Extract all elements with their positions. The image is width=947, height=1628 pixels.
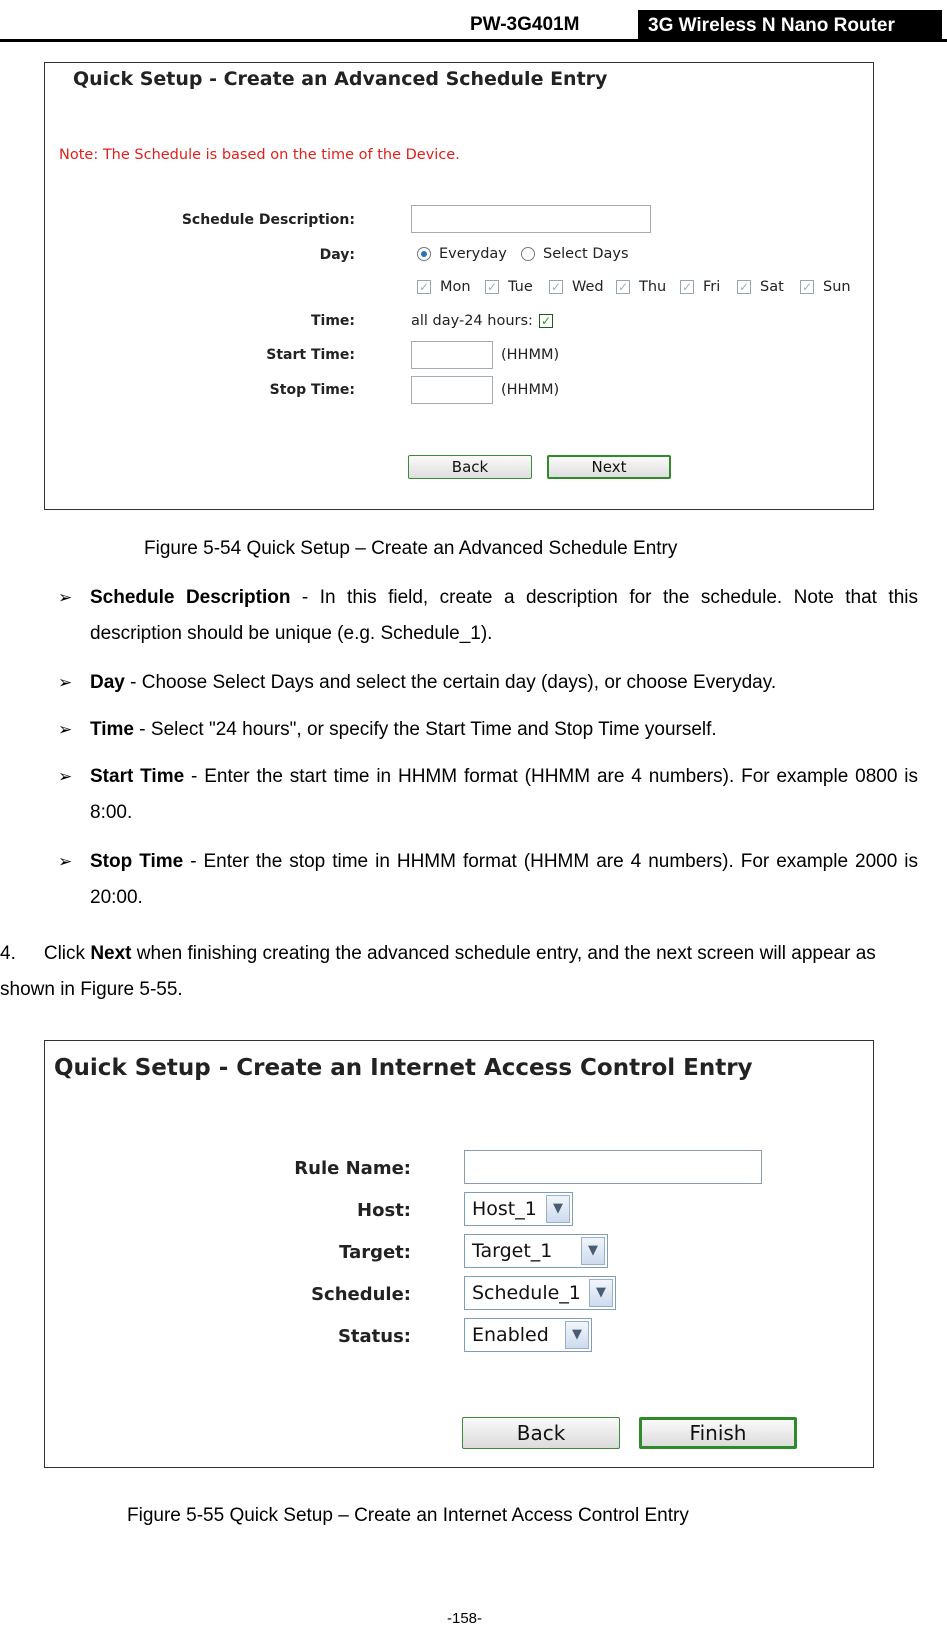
time-label: Time: [310, 313, 355, 329]
header-model: PW-3G401M [470, 14, 580, 35]
schedule-form-title: Quick Setup - Create an Advanced Schedule Entry [73, 68, 608, 90]
thu-label: Thu [639, 279, 667, 295]
rule-name-label: Rule Name: [294, 1158, 411, 1179]
chevron-down-icon[interactable]: ▼ [546, 1195, 570, 1223]
back-button[interactable]: Back [462, 1417, 620, 1449]
stop-time-label: Stop Time: [269, 382, 355, 398]
step-4-paragraph: 4. Click Next when finishing creating the advanced schedule entry, and the next screen will appear as shown in Figure 5-55. [0, 943, 876, 1000]
everyday-label: Everyday [439, 246, 507, 262]
figure-5-55-caption: Figure 5-55 Quick Setup – Create an Internet Access Control Entry [127, 1505, 689, 1526]
target-select[interactable] [464, 1234, 608, 1268]
bullet-arrow-icon: ➢ [58, 852, 73, 871]
bullet-day: Day - Choose Select Days and select the certain day (days), or choose Everyday. [90, 672, 777, 693]
chevron-down-icon[interactable]: ▼ [581, 1237, 605, 1265]
next-button[interactable]: Next [547, 455, 671, 479]
allday-checkbox[interactable]: ✓ [540, 314, 552, 328]
figure-5-54-caption: Figure 5-54 Quick Setup – Create an Advanced Schedule Entry [144, 538, 678, 559]
mon-checkbox[interactable]: ✓ [418, 280, 430, 294]
schedule-description-input[interactable] [411, 205, 651, 233]
tue-label: Tue [508, 279, 533, 295]
start-time-input[interactable] [411, 341, 493, 369]
schedule-label: Schedule: [311, 1284, 411, 1305]
bullet-arrow-icon: ➢ [58, 767, 73, 786]
status-label: Status: [337, 1326, 411, 1347]
allday-label: all day-24 hours: [411, 313, 533, 329]
schedule-description-label: Schedule Description: [181, 212, 355, 228]
header-product: 3G Wireless N Nano Router [638, 10, 942, 40]
schedule-select-value: Schedule_1 [472, 1282, 581, 1304]
sat-checkbox[interactable]: ✓ [738, 280, 750, 294]
step-4-number: 4. [0, 943, 16, 964]
stop-time-hint: (HHMM) [501, 382, 560, 398]
finish-button[interactable]: Finish [639, 1417, 797, 1449]
bullet-schedule-description: Schedule Description - In this field, create a description for the schedule. Note that this description should be unique (e.g. Schedule_1). [90, 587, 918, 644]
wed-checkbox[interactable]: ✓ [550, 280, 562, 294]
host-select-value: Host_1 [472, 1198, 537, 1220]
schedule-note: Note: The Schedule is based on the time of the Device. [59, 147, 460, 163]
sun-checkbox[interactable]: ✓ [801, 280, 813, 294]
day-label: Day: [319, 247, 355, 263]
fri-checkbox[interactable]: ✓ [681, 280, 693, 294]
rule-name-input[interactable] [464, 1150, 762, 1184]
bullet-stop-time: Stop Time - Enter the stop time in HHMM format (HHMM are 4 numbers). For example 2000 is 20:00. [90, 851, 918, 908]
tue-checkbox[interactable]: ✓ [486, 280, 498, 294]
start-time-label: Start Time: [266, 347, 355, 363]
thu-checkbox[interactable]: ✓ [617, 280, 629, 294]
select-days-label: Select Days [543, 246, 629, 262]
schedule-select[interactable] [464, 1276, 616, 1310]
sun-label: Sun [823, 279, 851, 295]
status-select[interactable] [464, 1318, 592, 1352]
start-time-hint: (HHMM) [501, 347, 560, 363]
bullet-start-time: Start Time - Enter the start time in HHMM format (HHMM are 4 numbers). For example 0800 is 8:00. [90, 766, 918, 823]
target-select-value: Target_1 [472, 1240, 553, 1262]
bullet-arrow-icon: ➢ [58, 588, 73, 607]
host-select[interactable] [464, 1192, 573, 1226]
page-header [0, 0, 947, 42]
select-days-radio[interactable] [521, 247, 535, 261]
target-label: Target: [339, 1242, 411, 1263]
mon-label: Mon [440, 279, 471, 295]
internet-access-control-screenshot [44, 1040, 874, 1468]
header-rule [0, 39, 947, 42]
everyday-radio[interactable] [417, 247, 431, 261]
back-button[interactable]: Back [408, 455, 532, 479]
bullet-time: Time - Select "24 hours", or specify the Start Time and Stop Time yourself. [90, 719, 717, 740]
bullet-arrow-icon: ➢ [58, 673, 73, 692]
chevron-down-icon[interactable]: ▼ [589, 1279, 613, 1307]
stop-time-input[interactable] [411, 376, 493, 404]
bullet-arrow-icon: ➢ [58, 720, 73, 739]
wed-label: Wed [572, 279, 604, 295]
advanced-schedule-screenshot [44, 62, 874, 510]
access-control-form-title: Quick Setup - Create an Internet Access Control Entry [54, 1055, 753, 1081]
fri-label: Fri [703, 279, 721, 295]
host-label: Host: [357, 1200, 411, 1221]
status-select-value: Enabled [472, 1324, 549, 1346]
page-number: -158- [447, 1610, 483, 1627]
sat-label: Sat [760, 279, 784, 295]
chevron-down-icon[interactable]: ▼ [565, 1321, 589, 1349]
